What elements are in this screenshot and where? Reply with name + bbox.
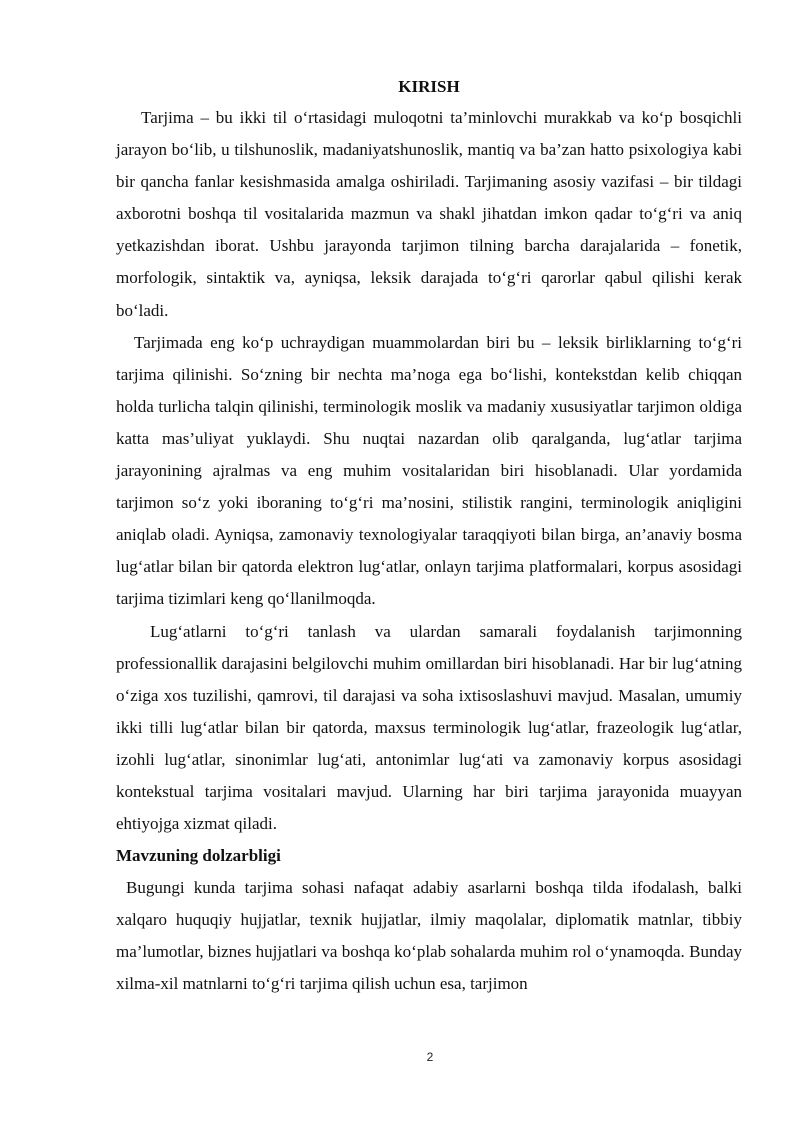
body-paragraph: Tarjima – bu ikki til o‘rtasidagi muloqotni ta’minlovchi murakkab va ko‘p bosqichli jarayon bo‘lib, u tilshunoslik, madaniyatshunoslik, mantiq va ba’zan hatto psixologiya kabi bir qancha fanlar kesishmasida amalga oshiriladi. Tarjimaning asosiy vazifasi – bir tildagi axborotni boshqa til vositalarida mazmun va shakl jihatdan imkon qadar to‘g‘ri va aniq yetkazishdan iborat. Ushbu jarayonda tarjimon tilning barcha darajalarida – fonetik, morfologik, sintaktik va, ayniqsa, leksik darajada to‘g‘ri qarorlar qabul qilishi kerak bo‘ladi. <box>116 108 742 320</box>
section-heading: KIRISH <box>398 77 460 96</box>
subsection-heading: Mavzuning dolzarbligi <box>116 846 281 866</box>
page-number: 2 <box>426 1050 434 1064</box>
body-paragraph: Bugungi kunda tarjima sohasi nafaqat adabiy asarlarni boshqa tilda ifodalash, balki xalqaro huquqiy hujjatlar, texnik hujjatlar, ilmiy maqolalar, diplomatik matnlar, tibbiy ma’lumotlar, biznes hujjatlari va boshqa ko‘plab sohalarda muhim rol o‘ynamoqda. Bunday xilma-xil matnlarni to‘g‘ri tarjima qilish uchun esa, tarjimon <box>116 878 742 994</box>
body-paragraph: Tarjimada eng ko‘p uchraydigan muammolardan biri bu – leksik birliklarning to‘g‘ri tarjima qilinishi. So‘zning bir nechta ma’noga ega bo‘lishi, kontekstdan kelib chiqqan holda turlicha talqin qilinishi, terminologik moslik va madaniy xususiyatlar tarjimon oldiga katta mas’uliyat yuklaydi. Shu nuqtai nazardan olib qaralganda, lug‘atlar tarjima jarayonining ajralmas va eng muhim vositalaridan biri hisoblanadi. Ular yordamida tarjimon so‘z yoki iboraning to‘g‘ri ma’nosini, stilistik rangini, terminologik aniqligini aniqlab oladi. Ayniqsa, zamonaviy texnologiyalar taraqqiyoti bilan birga, an’anaviy bosma lug‘atlar bilan bir qatorda elektron lug‘atlar, onlayn tarjima platformalari, korpus asosidagi tarjima tizimlari keng qo‘llanilmoqda. <box>116 332 742 609</box>
document-page <box>116 76 742 1001</box>
body-paragraph: Lug‘atlarni to‘g‘ri tanlash va ulardan samarali foydalanish tarjimonning professionallik darajasini belgilovchi muhim omillardan biri hisoblanadi. Har bir lug‘atning o‘ziga xos tuzilishi, qamrovi, til darajasi va soha ixtisoslashuvi mavjud. Masalan, umumiy ikki tilli lug‘atlar bilan bir qatorda, maxsus terminologik lug‘atlar, frazeologik lug‘atlar, izohli lug‘atlar, sinonimlar lug‘ati, antonimlar lug‘ati va zamonaviy korpus asosidagi kontekstual tarjima vositalari mavjud. Ularning har biri tarjima jarayonida muayyan ehtiyojga xizmat qiladi. <box>116 621 742 834</box>
